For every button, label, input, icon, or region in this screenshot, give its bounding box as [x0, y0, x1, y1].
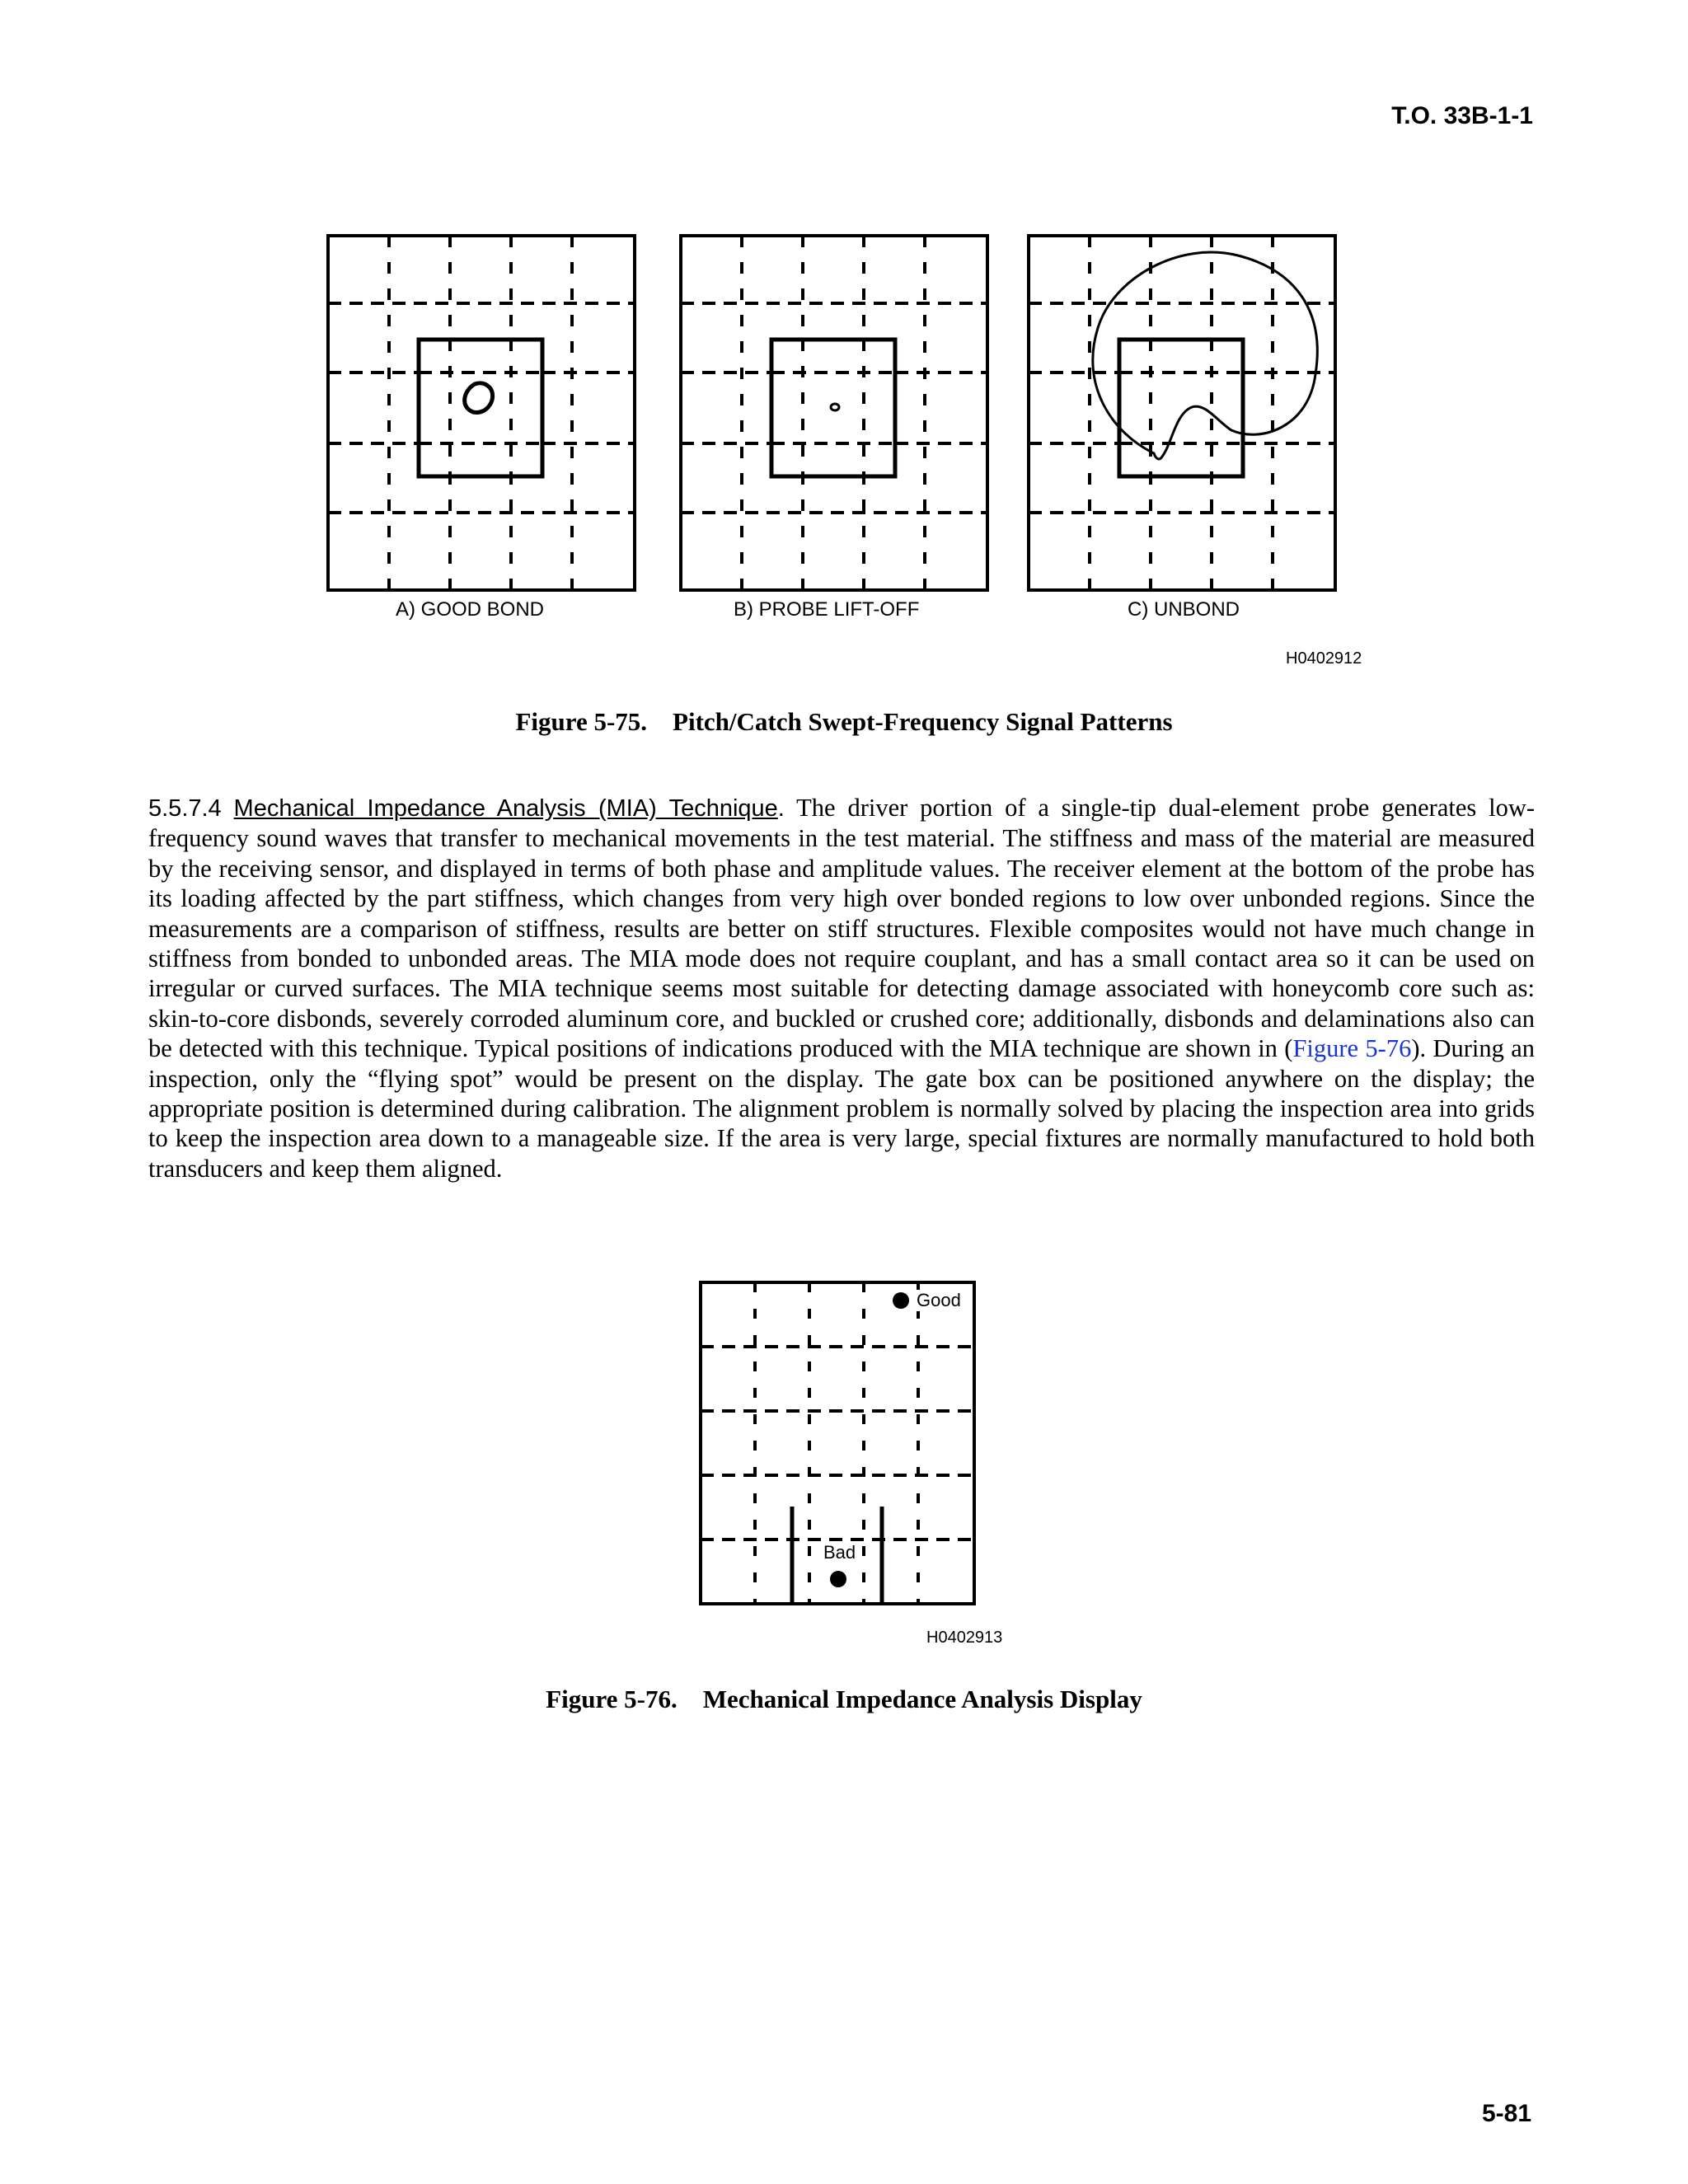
- figure-5-75-number: Figure 5-75.: [515, 707, 648, 736]
- panel-b-caption: B) PROBE LIFT-OFF: [734, 598, 920, 621]
- good-indication-spot: [893, 1292, 909, 1309]
- panel-c-caption: C) UNBOND: [1128, 598, 1240, 621]
- section-text-part-2: ). During an inspection, only the “flying spot” would be present on the display. The gate box can be positioned anywhere on the display; the appropriate position is determined during calibration. The alignment problem is normally solved by placing the inspection area into grids to keep the inspection area down to a manageable size. If the area is very large, special fixtures are normally manufactured to hold both transducers and keep them aligned.: [148, 1034, 1535, 1183]
- figure-5-76-title: Mechanical Impedance Analysis Display: [702, 1685, 1142, 1713]
- section-5-5-7-4-paragraph: 5.5.7.4 Mechanical Impedance Analysis (MIA) Technique. The driver portion of a single-tip dual-element probe generates low-frequency sound waves that transfer to mechanical movements in the test material. The stiffness and mass of the material are measured by the receiving sensor, and displayed in terms of both phase and amplitude values. The receiver element at the bottom of the probe has its loading affected by the part stiffness, which changes from very high over bonded regions to low over unbonded regions. Since the measurements are a comparison of stiffness, results are better on stiff structures. Flexible composites would not have much change in stiffness from bonded to unbonded areas. The MIA mode does not require couplant, and has a small contact area so it can be used on irregular or curved surfaces. The MIA technique seems most suitable for detecting damage associated with honeycomb core such as: skin-to-core disbonds, severely corroded aluminum core, and buckled or crushed core; additionally, disbonds and delaminations also can be detected with this technique. Typical positions of indications produced with the MIA technique are shown in (Figure 5-76). During an inspection, only the “flying spot” would be present on the display. The gate box can be positioned anywhere on the display; the appropriate position is determined during calibration. The alignment problem is normally solved by placing the inspection area into grids to keep the inspection area down to a manageable size. If the area is very large, special fixtures are normally manufactured to hold both transducers and keep them aligned.: [148, 794, 1536, 1183]
- panel-probe-lift-off-display: [681, 236, 987, 590]
- figure-5-75-caption: [0, 707, 1688, 737]
- figure-5-76-number: Figure 5-76.: [546, 1685, 678, 1713]
- good-indication-label: Good: [917, 1290, 961, 1310]
- figure-5-75-image-id: H0402912: [1286, 649, 1362, 668]
- panel-a-caption: A) GOOD BOND: [396, 598, 545, 621]
- figure-5-75-title: Pitch/Catch Swept-Frequency Signal Patterns: [673, 707, 1173, 736]
- figure-5-75-illustration: [321, 229, 1385, 641]
- figure-5-76-link[interactable]: Figure 5-76: [1292, 1034, 1412, 1063]
- bad-indication-label: Bad: [823, 1542, 856, 1563]
- bad-indication-spot: [830, 1571, 846, 1587]
- panel-unbond-display: [1029, 236, 1335, 590]
- page-header-doc-id: T.O. 33B-1-1: [1391, 102, 1533, 129]
- section-number: 5.5.7.4: [148, 795, 222, 822]
- section-text-part-1: The driver portion of a single-tip dual-element probe generates low-frequency sound waves that transfer to mechanical movements in the test material. The stiffness and mass of the material are measured by the receiving sensor, and displayed in terms of both phase and amplitude values. The receiver element at the bottom of the probe has its loading affected by the part stiffness, which changes from very high over bonded regions to low over unbonded regions. Since the measurements are a comparison of stiffness, results are better on stiff structures. Flexible composites would not have much change in stiffness from bonded to unbonded areas. The MIA mode does not require couplant, and has a small contact area so it can be used on irregular or curved surfaces. The MIA technique seems most suitable for detecting damage associated with honeycomb core such as: skin-to-core disbonds, severely corroded aluminum core, and buckled or crushed core; additionally, disbonds and delaminations also can be detected with this technique. Typical positions of indications produced with the MIA technique are shown in (: [148, 794, 1536, 1063]
- page-number: 5-81: [1481, 2100, 1531, 2127]
- figure-5-76-caption: [0, 1685, 1688, 1714]
- section-title: Mechanical Impedance Analysis (MIA) Technique: [233, 795, 778, 822]
- panel-good-bond-display: [328, 236, 635, 590]
- figure-5-76-image-id: H0402913: [926, 1629, 1003, 1647]
